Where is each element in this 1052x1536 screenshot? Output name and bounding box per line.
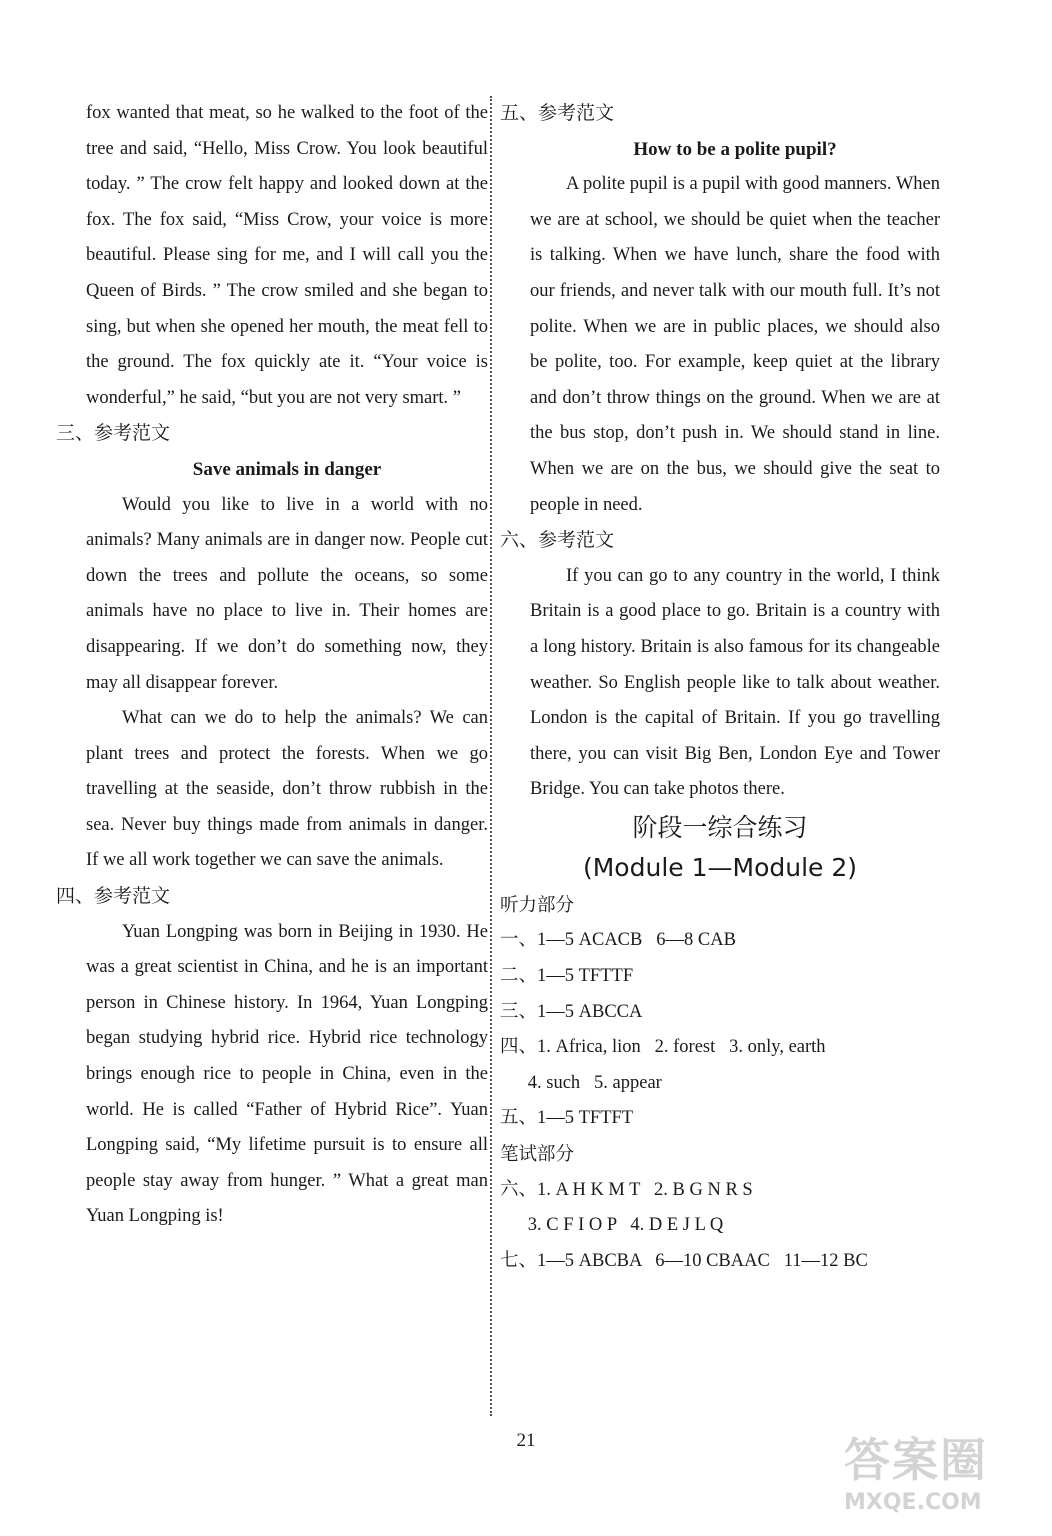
section-3-heading: 三、参考范文 bbox=[56, 422, 171, 445]
listening-label: 听力部分 bbox=[500, 894, 575, 916]
answer-line: 五、1—5 TFTFT bbox=[500, 1108, 634, 1129]
answer-line: 二、1—5 TFTTF bbox=[500, 966, 634, 987]
practice-title: 阶段一综合练习 bbox=[632, 812, 808, 842]
section-6-para: If you can go to any country in the world, I think Britain is a good place to go. Britain is a country with a long history. Britain is also famous for its changeable weather. So English people like to talk about weather. London is the capital of Britain. If you go travelling there, you can visit Big Ben, London Eye and Tower Bridge. You can take photos there. bbox=[530, 565, 940, 800]
watermark-text-cn: 答案圈 bbox=[844, 1433, 988, 1487]
section-3-title: Save animals in danger bbox=[192, 458, 382, 480]
watermark-logo bbox=[844, 1424, 1034, 1524]
right-column bbox=[500, 96, 940, 1279]
answer-line: 一、1—5 ACACB 6—8 CAB bbox=[500, 930, 736, 951]
answer-line: 七、1—5 ABCBA 6—10 CBAAC 11—12 BC bbox=[500, 1250, 868, 1271]
section-3-para-2: What can we do to help the animals? We can plant trees and protect the forests. When we go travelling at the seaside, don’t throw rubbish in the sea. Never buy things made from animals in danger. If we all work together we can save the animals. bbox=[86, 708, 488, 871]
section-5-para: A polite pupil is a pupil with good manners. When we are at school, we should be quiet when the teacher is talking. When we have lunch, share the food with our friends, and never talk with our mouth full. It’s not polite. When we are in public places, we should also be polite, too. For example, keep quiet at the library and don’t throw things on the ground. When we are at the bus stop, don’t push in. We should stand in line. When we are on the bus, we should give the seat to people in need. bbox=[530, 174, 940, 515]
section-5-title: How to be a polite pupil? bbox=[633, 138, 837, 160]
answer-line: 三、1—5 ABCCA bbox=[500, 1001, 643, 1022]
answer-line: 4. such 5. appear bbox=[500, 1072, 662, 1093]
section-6-heading: 六、参考范文 bbox=[500, 529, 615, 552]
answer-line: 3. C F I O P 4. D E J L Q bbox=[500, 1215, 724, 1236]
page-number: 21 bbox=[516, 1430, 536, 1451]
watermark-text-en: MXQE.COM bbox=[844, 1490, 982, 1515]
left-column bbox=[56, 96, 488, 1235]
story-continuation: fox wanted that meat, so he walked to the foot of the tree and said, “Hello, Miss Crow. You look beautiful today. ” The crow felt happy and looked down at the fox. The fox said, “Miss Crow, your voice is more beautiful. Please sing for me, and I will call you the Queen of Birds. ” The crow smiled and she began to sing, but when she opened her mouth, the meat fell to the ground. The fox quickly ate it. “Your voice is wonderful,” he said, “but you are not very smart. ” bbox=[86, 103, 488, 408]
answer-line: 六、1. A H K M T 2. B G N R S bbox=[500, 1179, 753, 1200]
practice-subtitle: (Module 1—Module 2) bbox=[582, 852, 858, 882]
section-4-heading: 四、参考范文 bbox=[56, 885, 171, 908]
written-label: 笔试部分 bbox=[500, 1144, 575, 1166]
section-5-heading: 五、参考范文 bbox=[500, 102, 615, 124]
answer-line: 四、1. Africa, lion 2. forest 3. only, earth bbox=[500, 1037, 826, 1058]
section-3-para-1: Would you like to live in a world with no animals? Many animals are in danger now. People cut down the trees and pollute the oceans, so some animals have no place to live in. Their homes are disappearing. If we don’t do something now, they may all disappear forever. bbox=[86, 494, 488, 693]
column-divider bbox=[490, 96, 492, 1416]
section-4-para: Yuan Longping was born in Beijing in 1930. He was a great scientist in China, and he is an important person in Chinese history. In 1964, Yuan Longping began studying hybrid rice. Hybrid rice technology brings enough rice to people in China, even in the world. He is called “Father of Hybrid Rice”. Yuan Longping said, “My lifetime pursuit is to ensure all people stay away from hunger. ” What a great man Yuan Longping is! bbox=[86, 921, 488, 1227]
